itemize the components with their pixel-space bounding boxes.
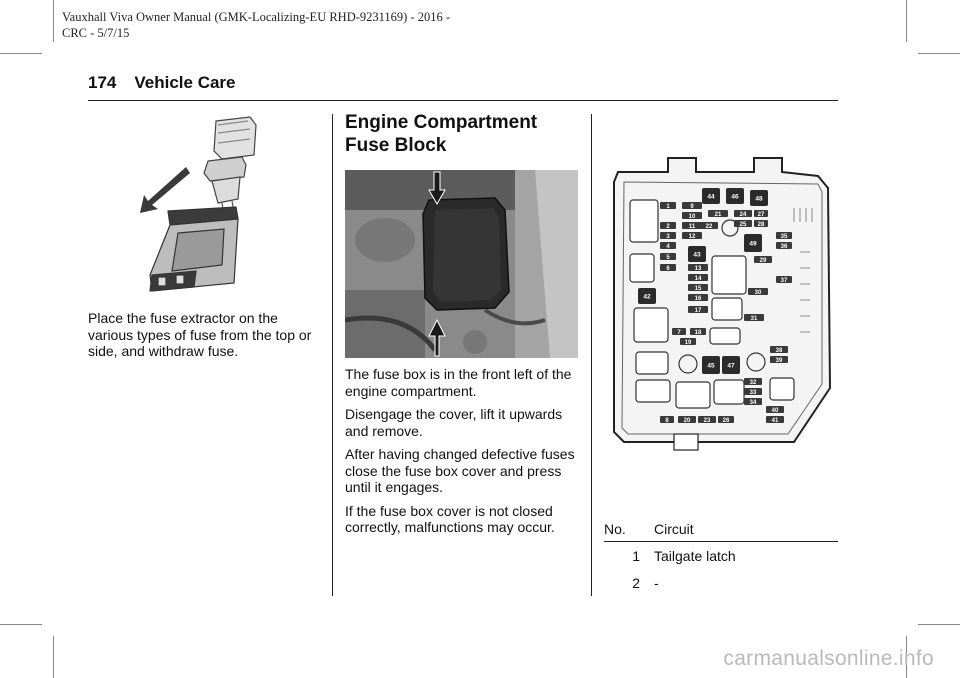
- fuse-label: 21: [714, 211, 722, 218]
- crop-mark: [53, 0, 54, 42]
- engine-compartment-photo: [345, 170, 578, 358]
- fuse-label: 3: [666, 233, 670, 240]
- section-name: Vehicle Care: [134, 73, 236, 92]
- extractor-caption: Place the fuse extractor on the various types of fuse from the top or side, and withdraw fuse.: [88, 310, 312, 359]
- fuse-label: 28: [757, 221, 765, 228]
- crop-mark: [53, 636, 54, 678]
- fuse-label: 26: [722, 417, 730, 424]
- crop-mark: [918, 624, 960, 625]
- watermark: carmanualsonline.info: [723, 647, 934, 670]
- fuse-label: 44: [707, 193, 715, 201]
- fuse-label: 40: [771, 407, 779, 414]
- fuse-label: 7: [677, 329, 681, 336]
- paragraph: After having changed defective fuses close the fuse box cover and press until it engages.: [345, 446, 575, 495]
- section-title: [345, 111, 537, 157]
- circuit-name: Tailgate latch: [654, 548, 736, 564]
- fuse-label: 17: [694, 307, 702, 314]
- fuse-label: 15: [694, 285, 702, 292]
- fuse-label: 29: [759, 257, 767, 264]
- fuse-label: 2: [666, 223, 670, 230]
- section-title-line-1: Engine Compartment: [345, 112, 538, 133]
- fuse-label: 14: [694, 275, 702, 282]
- fuse-block-diagram: [604, 152, 836, 460]
- fuse-label: 33: [749, 389, 757, 396]
- section-body: [345, 366, 581, 543]
- fuse-label: 22: [705, 223, 713, 230]
- fuse-label: 32: [749, 379, 757, 386]
- fuse-label: 47: [727, 362, 735, 370]
- fuse-label: 8: [665, 417, 669, 424]
- fuse-number: 1: [632, 548, 640, 564]
- page-number: 174: [88, 73, 117, 92]
- table-row: [604, 542, 838, 570]
- fuse-label: 6: [666, 265, 670, 272]
- fuse-circuit-table: [604, 519, 838, 596]
- fuse-label: 20: [683, 417, 691, 424]
- crop-mark: [906, 0, 907, 42]
- fuse-label: 48: [755, 195, 763, 203]
- fuse-label: 37: [780, 277, 788, 284]
- paragraph: Disengage the cover, lift it upwards and remove.: [345, 406, 563, 439]
- fuse-label: 18: [694, 329, 702, 336]
- fuse-label: 38: [775, 347, 783, 354]
- header-line-2: CRC - 5/7/15: [62, 26, 130, 40]
- fuse-label: 35: [780, 233, 788, 240]
- fuse-label: 25: [739, 221, 747, 228]
- paragraph: The fuse box is in the front left of the engine compartment.: [345, 366, 572, 399]
- fuse-extractor-illustration: [138, 115, 264, 295]
- running-header: [62, 9, 450, 41]
- crop-mark: [0, 53, 42, 54]
- fuse-label: 1: [666, 203, 670, 210]
- column-divider: [332, 114, 333, 596]
- fuse-label: 46: [731, 193, 739, 201]
- fuse-label: 12: [688, 233, 696, 240]
- section-title-line-2: Fuse Block: [345, 135, 447, 156]
- column-divider: [591, 114, 592, 596]
- header-line-1: Vauxhall Viva Owner Manual (GMK-Localizing-EU RHD-9231169) - 2016 -: [62, 10, 451, 24]
- heading-rule: [88, 100, 838, 101]
- column-header-no: No.: [604, 519, 654, 542]
- fuse-label: 49: [749, 240, 757, 248]
- fuse-label: 30: [754, 289, 762, 296]
- fuse-label: 19: [684, 339, 692, 346]
- fuse-number: 2: [632, 575, 640, 591]
- page-heading: [88, 73, 236, 93]
- fuse-label: 23: [703, 417, 711, 424]
- circuit-name: -: [654, 575, 659, 591]
- fuse-label: 39: [775, 357, 783, 364]
- fuse-label: 11: [688, 223, 696, 230]
- fuse-label: 36: [780, 243, 788, 250]
- column-header-circuit: Circuit: [654, 519, 838, 542]
- fuse-label: 4: [666, 243, 670, 250]
- fuse-label: 24: [739, 211, 747, 218]
- fuse-label: 10: [688, 213, 696, 220]
- fuse-label: 43: [693, 251, 701, 259]
- crop-mark: [0, 624, 42, 625]
- fuse-label: 45: [707, 362, 715, 370]
- paragraph: If the fuse box cover is not closed correctly, malfunctions may occur.: [345, 502, 555, 535]
- fuse-label: 16: [694, 295, 702, 302]
- table-row: [604, 569, 838, 596]
- arrow-icon: [140, 167, 190, 213]
- fuse-label: 42: [643, 293, 651, 301]
- fuse-label: 41: [771, 417, 779, 424]
- fuse-label: 13: [694, 265, 702, 272]
- table-header-row: [604, 519, 838, 542]
- fuse-label: 5: [666, 254, 670, 261]
- crop-mark: [918, 53, 960, 54]
- fuse-label: 9: [690, 203, 694, 210]
- fuse-label: 34: [749, 399, 757, 406]
- fuse-label: 27: [757, 211, 765, 218]
- fuse-label: 31: [750, 315, 758, 322]
